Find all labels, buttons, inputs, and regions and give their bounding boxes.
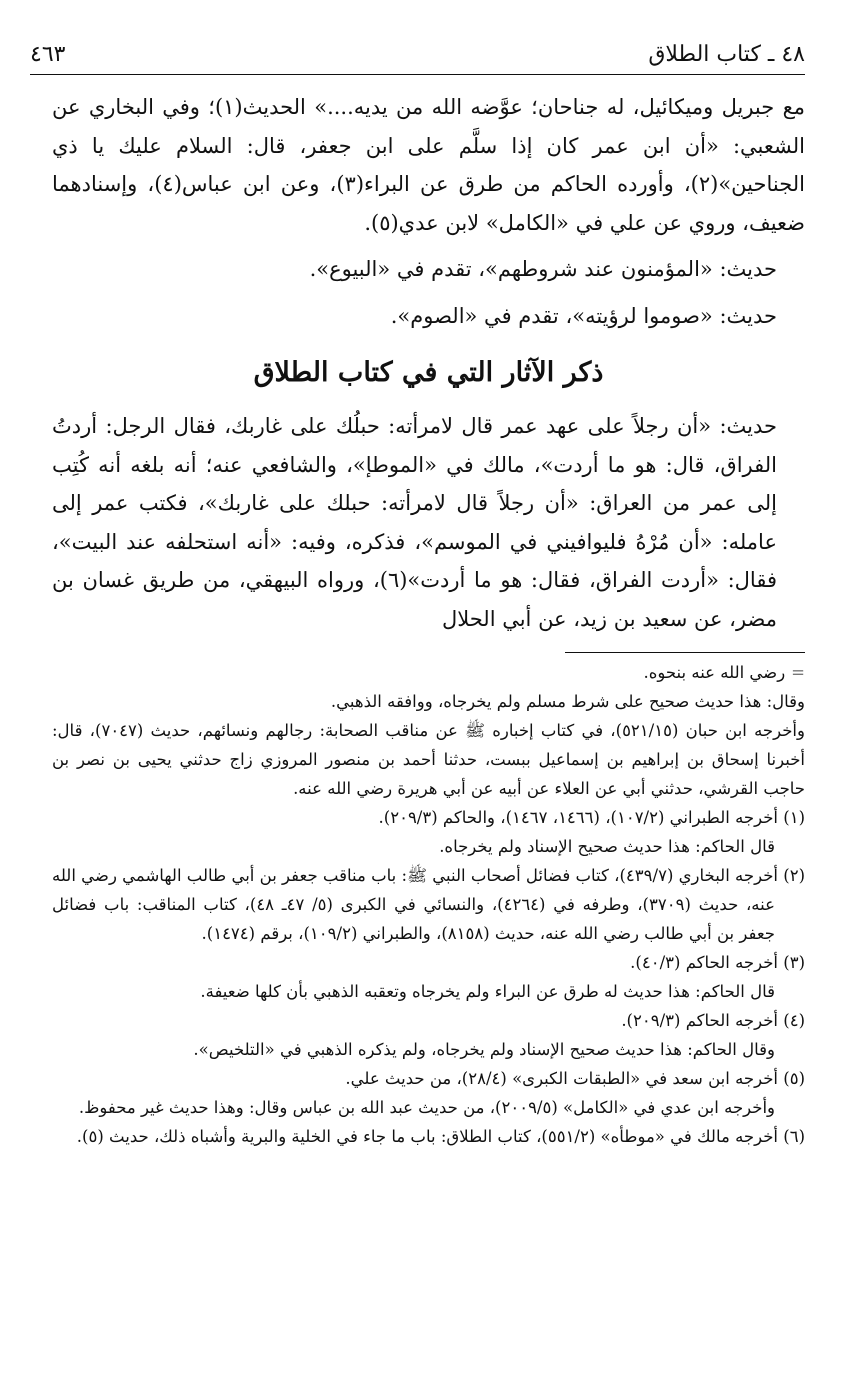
footnote-continuation [52, 658, 805, 687]
footnote-text: وأخرجه ابن حبان (٥٢١/١٥)، في كتاب إخباره ﷺ عن مناقب الصحابة: رجالهم ونسائهم، حديث (٧٠٤٧)، قال: أخبرنا إسحاق بن إبراهيم بن إسماعيل ببست، حدثنا أحمد بن منصور المروزي زاج حدثني يحيى بن نصر بن حاجب القرشي، حدثني أبي عن العلاء عن أبيه عن أبي هريرة رضي الله عنه. [52, 721, 805, 798]
body-paragraph: حديث: «أن رجلاً على عهد عمر قال لامرأته: حبلُك على غاربك، فقال الرجل: أردتُ الفراق، قال: هو ما أردت»، مالك في «الموطإ»، والشافعي عنه؛ أنه بلغه أنه كُتِب إلى عمر من العراق: «أن رجلاً قال لامرأته: حبلك على غاربك»، فكتب عمر إلى عامله: «أن مُرْهُ فليوافيني في الموسم»، فذكره، وفيه: «أنه استحلفه عند البيت»، فقال: «أردت الفراق، فقال: هو ما أردت»(٦)، ورواه البيهقي، من طريق غسان بن مضر، عن سعيد بن زيد، عن أبي الحلال [52, 414, 777, 631]
main-text [52, 88, 805, 638]
footnote-3: (٣) أخرجه الحاكم (٤٠/٣). [630, 953, 805, 972]
body-paragraph: حديث: «المؤمنون عند شروطهم»، تقدم في «البيوع». [309, 257, 777, 281]
footnotes [52, 658, 805, 1151]
footnote-6: (٦) أخرجه مالك في «موطأه» (٥٥١/٢)، كتاب الطلاق: باب ما جاء في الخلية والبرية وأشباه ذلك، حديث (٥). [76, 1127, 805, 1146]
footnote-1-extra: قال الحاكم: هذا حديث صحيح الإسناد ولم يخرجاه. [439, 837, 775, 856]
page-number: ٤٦٣ [30, 42, 66, 67]
footnote-text: رضي الله عنه بنحوه. [643, 663, 786, 682]
footnote-5-extra: وأخرجه ابن عدي في «الكامل» (٢٠٠٩/٥)، من حديث عبد الله بن عباس وقال: وهذا حديث غير محفوظ. [78, 1098, 775, 1117]
footnote-2: (٢) أخرجه البخاري (٤٣٩/٧)، كتاب فضائل أصحاب النبي ﷺ: باب مناقب جعفر بن أبي طالب الهاشمي رضي الله عنه، حديث (٣٧٠٩)، وطرفه في (٤٢٦٤)، والنسائي في الكبرى (٥/ ٤٧ـ ٤٨)، كتاب المناقب: باب فضائل جعفر بن أبي طالب رضي الله عنه، حديث (٨١٥٨)، والطبراني (١٠٩/٢)، برقم (١٤٧٤). [52, 866, 805, 943]
body-paragraph: مع جبريل وميكائيل، له جناحان؛ عوَّضه الله من يديه....» الحديث(١)؛ وفي البخاري عن الشعبي: «أن ابن عمر كان إذا سلَّم على ابن جعفر، قال: السلام عليك يا ذي الجناحين»(٢)، وأورده الحاكم من طرق عن البراء(٣)، وعن ابن عباس(٤)، وإسنادهما ضعيف، وروي عن علي في «الكامل» لابن عدي(٥). [52, 95, 806, 235]
chapter-title: ٤٨ ـ كتاب الطلاق [648, 42, 805, 67]
footnote-4-extra: وقال الحاكم: هذا حديث صحيح الإسناد ولم يخرجاه، ولم يذكره الذهبي في «التلخيص». [193, 1040, 775, 1059]
running-header [30, 34, 805, 75]
footnote-3-extra: قال الحاكم: هذا حديث له طرق عن البراء ولم يخرجاه وتعقبه الذهبي بأن كلها ضعيفة. [200, 982, 775, 1001]
footnote-4: (٤) أخرجه الحاكم (٢٠٩/٣). [621, 1011, 805, 1030]
body-paragraph: حديث: «صوموا لرؤيته»، تقدم في «الصوم». [390, 303, 777, 328]
section-heading: ذكر الآثار التي في كتاب الطلاق [253, 357, 604, 388]
footnote-separator [565, 652, 805, 653]
footnote-1: (١) أخرجه الطبراني (١٠٧/٢)، (١٤٦٦، ١٤٦٧)، والحاكم (٢٠٩/٣). [378, 808, 805, 827]
footnote-text: وقال: هذا حديث صحيح على شرط مسلم ولم يخرجاه، ووافقه الذهبي. [330, 692, 805, 711]
continuation-mark: = [791, 663, 805, 682]
footnote-5: (٥) أخرجه ابن سعد في «الطبقات الكبرى» (٢٨/٤)، من حديث علي. [345, 1069, 805, 1088]
